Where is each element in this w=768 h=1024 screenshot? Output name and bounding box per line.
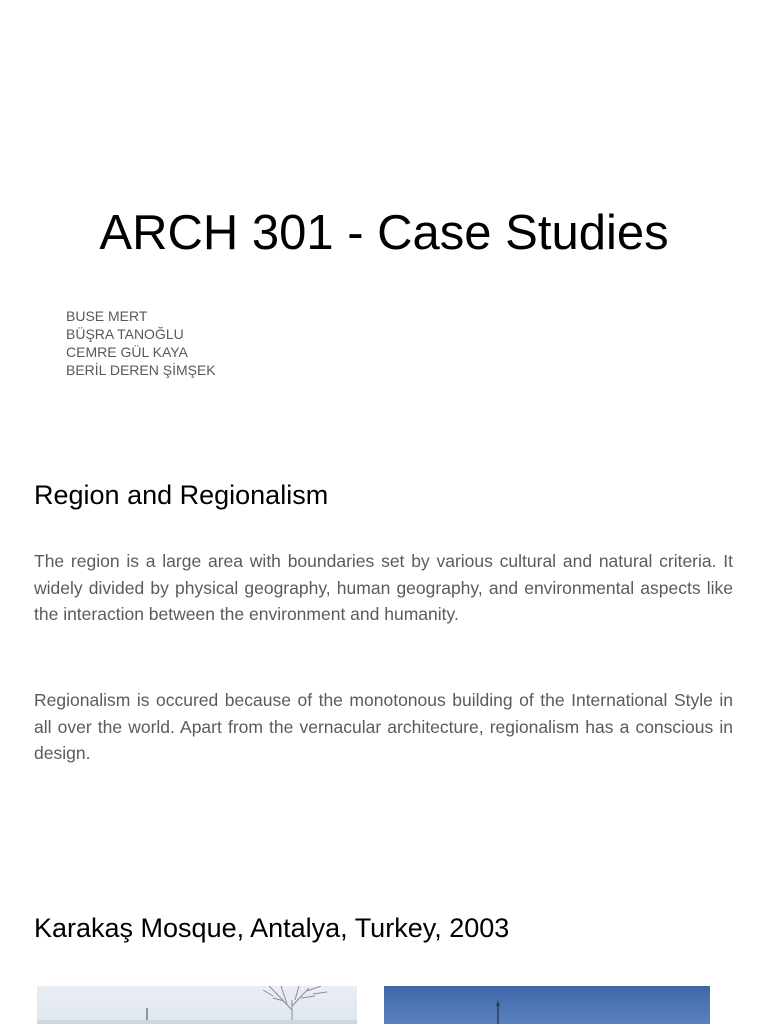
page-title: ARCH 301 - Case Studies <box>99 206 669 260</box>
mosque-photo-right <box>384 986 710 1024</box>
author-list <box>66 307 216 379</box>
author-name: CEMRE GÜL KAYA <box>66 344 188 360</box>
mosque-photo-left <box>37 986 357 1024</box>
author-name: BÜŞRA TANOĞLU <box>66 326 184 342</box>
section-heading-region: Region and Regionalism <box>34 480 329 510</box>
tree-branches-image <box>37 986 357 1024</box>
regionalism-paragraph: Regionalism is occured because of the monotonous building of the International Style in all over the world. Apart from the vernacular architecture, regionalism has a conscious in design. <box>34 690 733 763</box>
minaret-sky-image <box>384 986 710 1024</box>
section-heading-karakas-mosque: Karakaş Mosque, Antalya, Turkey, 2003 <box>34 913 510 943</box>
region-paragraph: The region is a large area with boundaries set by various cultural and natural criteria. It widely divided by physical geography, human geography, and environmental aspects like the interaction between the environment and humanity. <box>34 551 733 624</box>
author-name: BUSE MERT <box>66 308 148 324</box>
author-name: BERİL DEREN ŞİMŞEK <box>66 362 216 378</box>
